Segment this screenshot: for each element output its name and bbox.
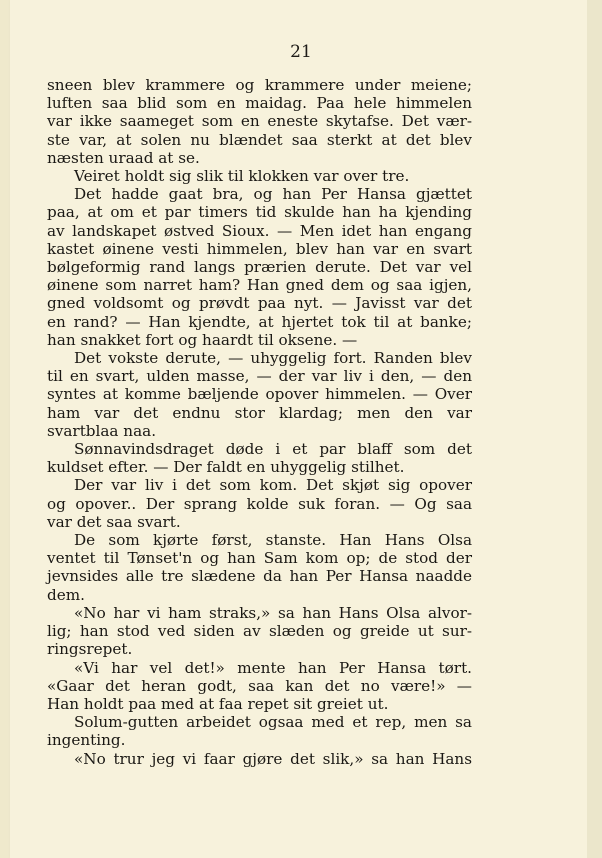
text-line: til en svart, ulden masse, — der var liv i den, — den [47,367,472,386]
body-text [47,76,472,768]
text-line: «No trur jeg vi faar gjøre det slik,» sa han Hans [74,749,472,768]
text-line: han snakket fort og haardt til oksene. — [47,330,358,349]
text-line: Solum-gutten arbeidet ogsaa med et rep, men sa [74,713,472,732]
text-line: kastet øinene vesti himmelen, blev han var en svart [47,239,472,258]
page-right-margin [587,0,602,858]
text-line: «Gaar det heran godt, saa kan det no være!» — [47,676,472,695]
text-line: sneen blev krammere og krammere under meiene; [47,76,472,94]
text-line: ringsrepet. [47,640,133,659]
text-line: av landskapet østved Sioux. — Men idet han engang [47,221,472,240]
text-line: jevnsides alle tre slædene da han Per Hansa naadde [47,567,472,586]
text-line: dem. [47,585,85,604]
text-line: paa, at om et par timers tid skulde han ha kjending [47,203,472,222]
text-line: Han holdt paa med at faa repet sit greiet ut. [47,694,389,713]
text-line: Det vokste derute, — uhyggelig fort. Randen blev [74,349,472,368]
text-line: kuldset efter. — Der faldt en uhyggelig stilhet. [47,458,405,477]
text-line: ste var, at solen nu blændet saa sterkt at det blev [47,130,472,149]
text-line: luften saa blid som en maidag. Paa hele himmelen [47,94,472,113]
text-line: var det saa svart. [47,512,181,531]
text-line: bølgeformig rand langs prærien derute. Det var vel [47,258,472,277]
text-line: ham var det endnu stor klardag; men den var [47,403,472,422]
text-line: lig; han stod ved siden av slæden og greide ut sur- [47,622,472,641]
text-line: Det hadde gaat bra, og han Per Hansa gjættet [74,185,472,204]
text-line: Der var liv i det som kom. Det skjøt sig opover [74,476,472,495]
text-line: ingenting. [47,731,126,750]
text-line: syntes at komme bæljende opover himmelen. — Over [47,385,472,404]
page-left-margin [0,0,10,858]
text-line: Veiret holdt sig slik til klokken var over tre. [74,167,410,186]
text-line: var ikke saameget som en eneste skytafse. Det vær- [47,112,472,131]
text-line: De som kjørte først, stanste. Han Hans Olsa [74,531,472,550]
text-line: næsten uraad at se. [47,148,200,167]
text-line: svartblaa naa. [47,421,157,440]
text-line: «Vi har vel det!» mente han Per Hansa tørt. [74,658,472,677]
text-line: en rand? — Han kjendte, at hjertet tok til at banke; [47,312,472,331]
text-line: øinene som narret ham? Han gned dem og saa igjen, [47,276,472,295]
text-line: og opover.. Der sprang kolde suk foran. — Og saa [47,494,472,513]
text-line: ventet til Tønset'n og han Sam kom op; de stod der [47,549,472,568]
text-line: «No har vi ham straks,» sa han Hans Olsa alvor- [74,603,472,622]
text-line: gned voldsomt og prøvdt paa nyt. — Javisst var det [47,294,472,313]
page-number: 21 [290,42,312,62]
text-line: Sønnavindsdraget døde i et par blaff som det [74,440,472,459]
